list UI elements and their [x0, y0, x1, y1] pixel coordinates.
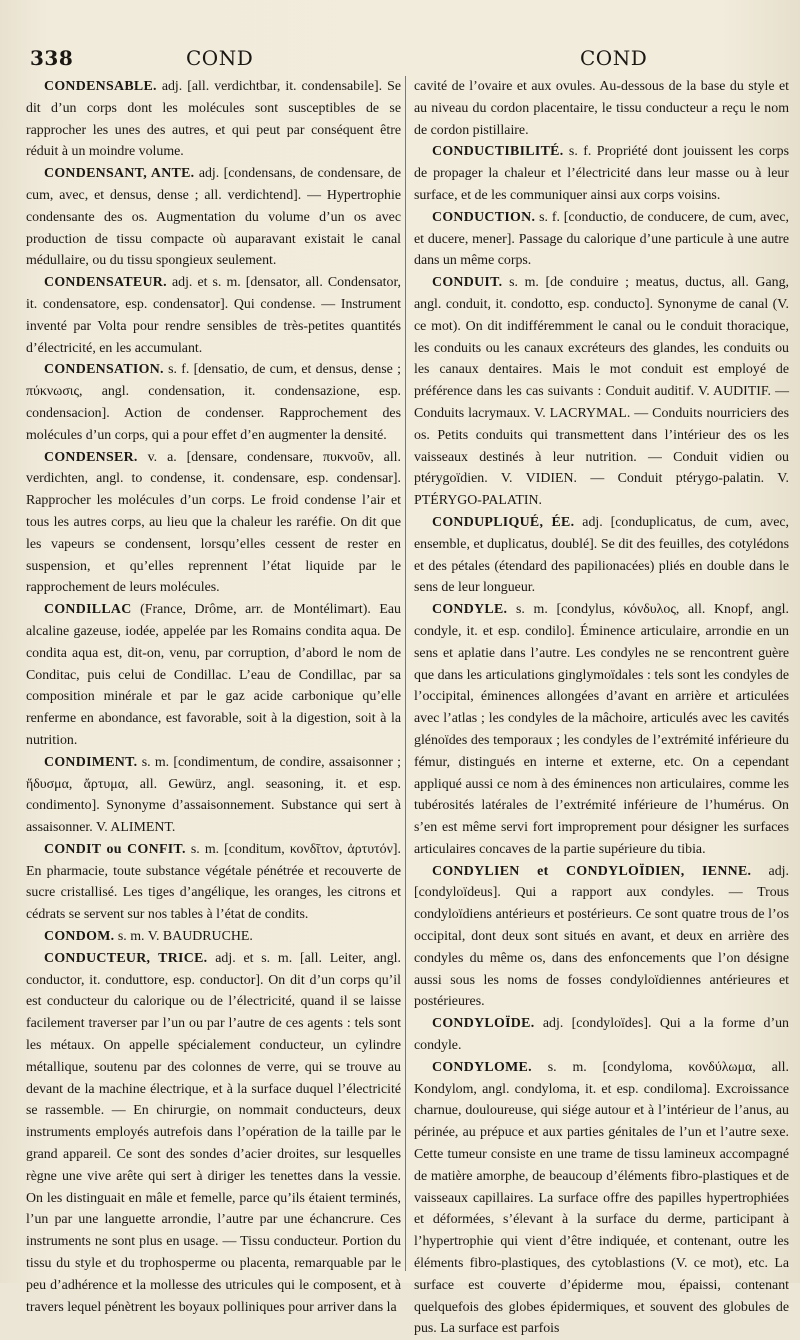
entry-definition: adj. [all. verdichtbar, it. condensabile]. Se dit d’un corps dont les molécules sont susceptibles de se rapprocher les unes des autres, et qui peut par conséquent être réduit à un moindre volume. — [26, 79, 401, 160]
columns — [26, 76, 796, 1337]
entry-headword: CONDYLIEN et CONDYLOÏDIEN, IENNE. — [432, 863, 752, 879]
entry-definition: s. m. [condylus, κόνδυλος, all. Knopf, angl. condyle, it. et esp. condilo]. Éminence articulaire, arrondie en un sens et aplatie dans l’autre. Les condyles ne se rencontrent guère que dans les articulations ginglymoïdales : tels sont les condyles de l’occipital, éminences allongées d’avant en arrière et articulées avec l’atlas ; les condyles de la mâchoire, articulés avec les cavités glénoïdes des temporaux ; les condyles de l’extrémité inférieure du fémur, distingués en interne et externe, etc. On a cependant appliqué aussi ce nom à des éminences non articulaires, comme les tubérosités latérales de l’extrémité inférieure de l’humérus. On s’en est même servi fort improprement pour désigner les surfaces articulaires concaves de la partie supérieure du tibia. — [414, 602, 789, 857]
dictionary-entry — [414, 1013, 789, 1057]
entry-headword: CONDYLOÏDE. — [432, 1016, 535, 1032]
dictionary-entry — [26, 163, 401, 272]
dictionary-entry — [26, 839, 401, 926]
entry-headword: CONDOM. — [44, 929, 115, 945]
entry-headword: CONDENSABLE. — [44, 79, 157, 94]
right-column — [414, 76, 790, 1337]
dictionary-entry — [414, 512, 789, 599]
dictionary-entry — [26, 272, 401, 359]
entry-definition: s. m. [de conduire ; meatus, ductus, all. Gang, angl. conduit, it. condotto, esp. conducto]. Synonyme de canal (V. ce mot). On dit indifféremment le canal ou le conduit thoracique, les conduits ou les canaux excréteurs des glandes, les conduits ou les canaux dentaires. Mais le mot conduit est employé de préférence dans les cas suivants : Conduit auditif. V. AUDITIF. — Conduits lacrymaux. V. LACRYMAL. — Conduits nourriciers des os. Petits conduits qui transmettent dans l’intérieur des os les vaisseaux destinés à leur nutrition. — Conduit vidien ou ptérygoïdien. V. VIDIEN. — Conduit ptérygo-palatin. V. PTÉRYGO-PALATIN. — [414, 275, 789, 509]
entry-definition: adj. [condyloïdes]. Qui a la forme d’un condyle. — [414, 1016, 789, 1054]
dictionary-entry — [414, 272, 789, 512]
dictionary-entry — [26, 76, 401, 163]
page-number: 338 — [30, 46, 74, 70]
entry-headword: CONDYLOME. — [432, 1059, 532, 1075]
running-head-right: COND — [580, 46, 648, 70]
entry-headword: CONDIT ou CONFIT. — [44, 841, 186, 857]
entry-definition: s. m. [condyloma, κονδύλωμα, all. Kondylom, angl. condyloma, it. et esp. condiloma]. Excroissance charnue, douloureuse, qui siége autour et à l’intérieur de l’anus, au périnée, au prépuce et aux parties génitales de l’un et l’autre sexe. Cette tumeur consiste en une trame de tissu lamineux accompagné de matière amorphe, de beaucoup d’éléments fibro-plastiques et de vaisseaux capillaires. La surface offre des papilles hypertrophiées et déformées, s’élevant à la surface du derme, participant à l’hypertrophie qui vient d’être indiquée, et contenant, outre les éléments fibro-plastiques, des cytoblastions (V. ce mot), etc. La surface est couverte d’épiderme mou, épaissi, contenant quelquefois des globes épidermiques, et souvent des globules de pus. La surface est parfois — [414, 1059, 790, 1337]
entry-headword: CONDILLAC — [44, 602, 132, 618]
entry-definition: adj. [condensans, de condensare, de cum, avec, et densus, dense ; all. verdichtend]. — Hypertrophie condensante des os. Augmentation du volume d’un os avec production de tissu compacte où auparavant existait le canal médullaire, ou du tissu spongieux seulement. — [26, 166, 401, 269]
entry-definition: adj. et s. m. [all. Leiter, angl. conductor, it. conduttore, esp. conductor]. On dit d’un corps qu’il est conducteur du calorique ou de l’électricité, quand il se laisse facilement traverser par l’un ou par l’autre de ces agents : tels sont les métaux. On appelle spécialement conducteur, un cylindre métallique, soutenu par des colonnes de verre, qui se trouve au devant de la machine électrique, et à la surface duquel l’électricité se rassemble. — En chirurgie, on nommait conducteurs, deux instruments employés autrefois dans l’opération de la taille par le grand appareil. Ce sont des sondes d’acier droites, sur lesquelles règne une vive arête qui sert à diriger les tenettes dans la vessie. On les distinguait en mâle et femelle, parce qu’ils étaient terminés, l’un par une languette arrondie, l’autre par une échancrure. Ces instruments ne sont plus en usage. — Tissu conducteur. Portion du tissu du style et du trophosperme ou placenta, remarquable par le peu d’adhérence et la mollesse des utricules qui le composent, et à travers lequel pénètrent les boyaux polliniques pour arriver dans la — [26, 950, 402, 1315]
dictionary-entry — [26, 599, 401, 752]
dictionary-entry — [26, 752, 401, 839]
dictionary-entry — [26, 948, 401, 1319]
entry-definition: s. f. [conductio, de conducere, de cum, avec, et ducere, mener]. Passage du calorique d’une particule à une autre dans un même corps. — [414, 209, 789, 269]
entry-headword: CONDIMENT. — [44, 754, 138, 770]
entry-definition: s. m. [condimentum, de condire, assaisonner ; ἥδυσμα, ἄρτυμα, all. Gewürz, angl. seasoning, it. et esp. condimento]. Synonyme d’assaisonnement. Substance qui sert à assaisonner. V. ALIMENT. — [26, 754, 401, 836]
entry-headword: CONDUIT. — [432, 275, 503, 291]
entry-definition: s. f. Propriété dont jouissent les corps de propager la chaleur et l’électricité dans leur masse ou à leur surface, et de les communiquer ainsi aux corps voisins. — [414, 144, 789, 203]
page-header — [0, 40, 800, 70]
dictionary-entry — [414, 599, 789, 861]
entry-definition: v. a. [densare, condensare, πυκνοῦν, all. verdichten, angl. to condense, it. condensare, esp. condensar]. Rapprocher les molécules d’un corps. Le froid condense l’air et tous les autres corps, au lieu que la chaleur les raréfie. On dit que les vapeurs se condensent, lorsqu’elles cessent de rester en suspension, et qu’elles reprennent l’état liquide par le rapprochement de leurs molécules. — [26, 449, 401, 596]
entry-definition: adj. et s. m. [densator, all. Condensator, it. condensatore, esp. condensator]. Qui condense. — Instrument inventé par Volta pour rendre sensibles de très-petites quantités d’électricité, en les accumulant. — [26, 275, 401, 356]
entry-definition: adj. [condyloïdeus]. Qui a rapport aux condyles. — Trous condyloïdiens antérieurs et postérieurs. Ce sont quatre trous de l’os occipital, dont deux sont situés en avant, et deux en arrière des condyles du même os, dans des enfoncements que l’on désigne aussi sous les noms de fosses condyloïdiennes antérieures et postérieures. — [414, 863, 789, 1010]
dictionary-entry — [414, 141, 789, 206]
entry-headword: CONDYLE. — [432, 602, 508, 618]
entry-definition: (France, Drôme, arr. de Montélimart). Eau alcaline gazeuse, iodée, appelée par les Romains condita aqua. De condita aqua est, dit-on, venu, par corruption, d’abord le nom de Conditac, puis celui de Condillac. L’eau de Condillac, par sa composition minérale et par le gaz acide carbonique qu’elle renferme en abondance, est favorable, soit à la digestion, soit à la nutrition. — [26, 602, 401, 748]
entry-definition: cavité de l’ovaire et aux ovules. Au-dessous de la base du style et au niveau du cordon placentaire, le tissu conducteur a reçu le nom de cordon pistillaire. — [414, 79, 789, 138]
entry-headword: CONDENSER. — [44, 449, 138, 465]
entry-headword: CONDUCTIBILITÉ. — [432, 144, 564, 160]
dictionary-entry — [414, 861, 789, 1014]
running-head-left: COND — [186, 46, 254, 70]
dictionary-entry — [414, 1057, 789, 1340]
entry-definition: adj. [conduplicatus, de cum, avec, ensemble, et duplicatus, doublé]. Se dit des feuilles, des cotylédons et des pétales (étendard des papilionacées) pliés en double dans le sens de leur longueur. — [414, 514, 789, 596]
entry-definition: s. m. V. BAUDRUCHE. — [117, 929, 253, 945]
entry-headword: CONDENSANT, ANTE. — [44, 166, 195, 182]
dictionary-entry — [26, 359, 401, 446]
entry-definition: s. f. [densatio, de cum, et densus, dense ; πύκνωσις, angl. condensation, it. condensazione, esp. condensacion]. Action de condenser. Rapprochement des molécules d’un corps, qui a pour effet d’en augmenter la densité. — [26, 362, 401, 443]
entry-headword: CONDENSATEUR. — [44, 275, 167, 291]
dictionary-entry — [414, 76, 789, 141]
dictionary-entry — [26, 926, 401, 948]
dictionary-entry — [414, 207, 789, 272]
entry-definition: s. m. [conditum, κονδῖτον, ἀρτυτόν]. En pharmacie, toute substance végétale pénétrée et recouverte de sucre cristallisé. Les tiges d’angélique, les oranges, les citrons et cédrats se servent sur nos tables à l’état de condits. — [26, 841, 401, 923]
left-column — [26, 76, 402, 1315]
entry-headword: CONDUCTION. — [432, 209, 536, 225]
entry-headword: CONDENSATION. — [44, 362, 164, 378]
entry-headword: CONDUPLIQUÉ, ÉE. — [432, 514, 575, 530]
dictionary-entry — [26, 447, 401, 600]
entry-headword: CONDUCTEUR, TRICE. — [44, 950, 208, 966]
